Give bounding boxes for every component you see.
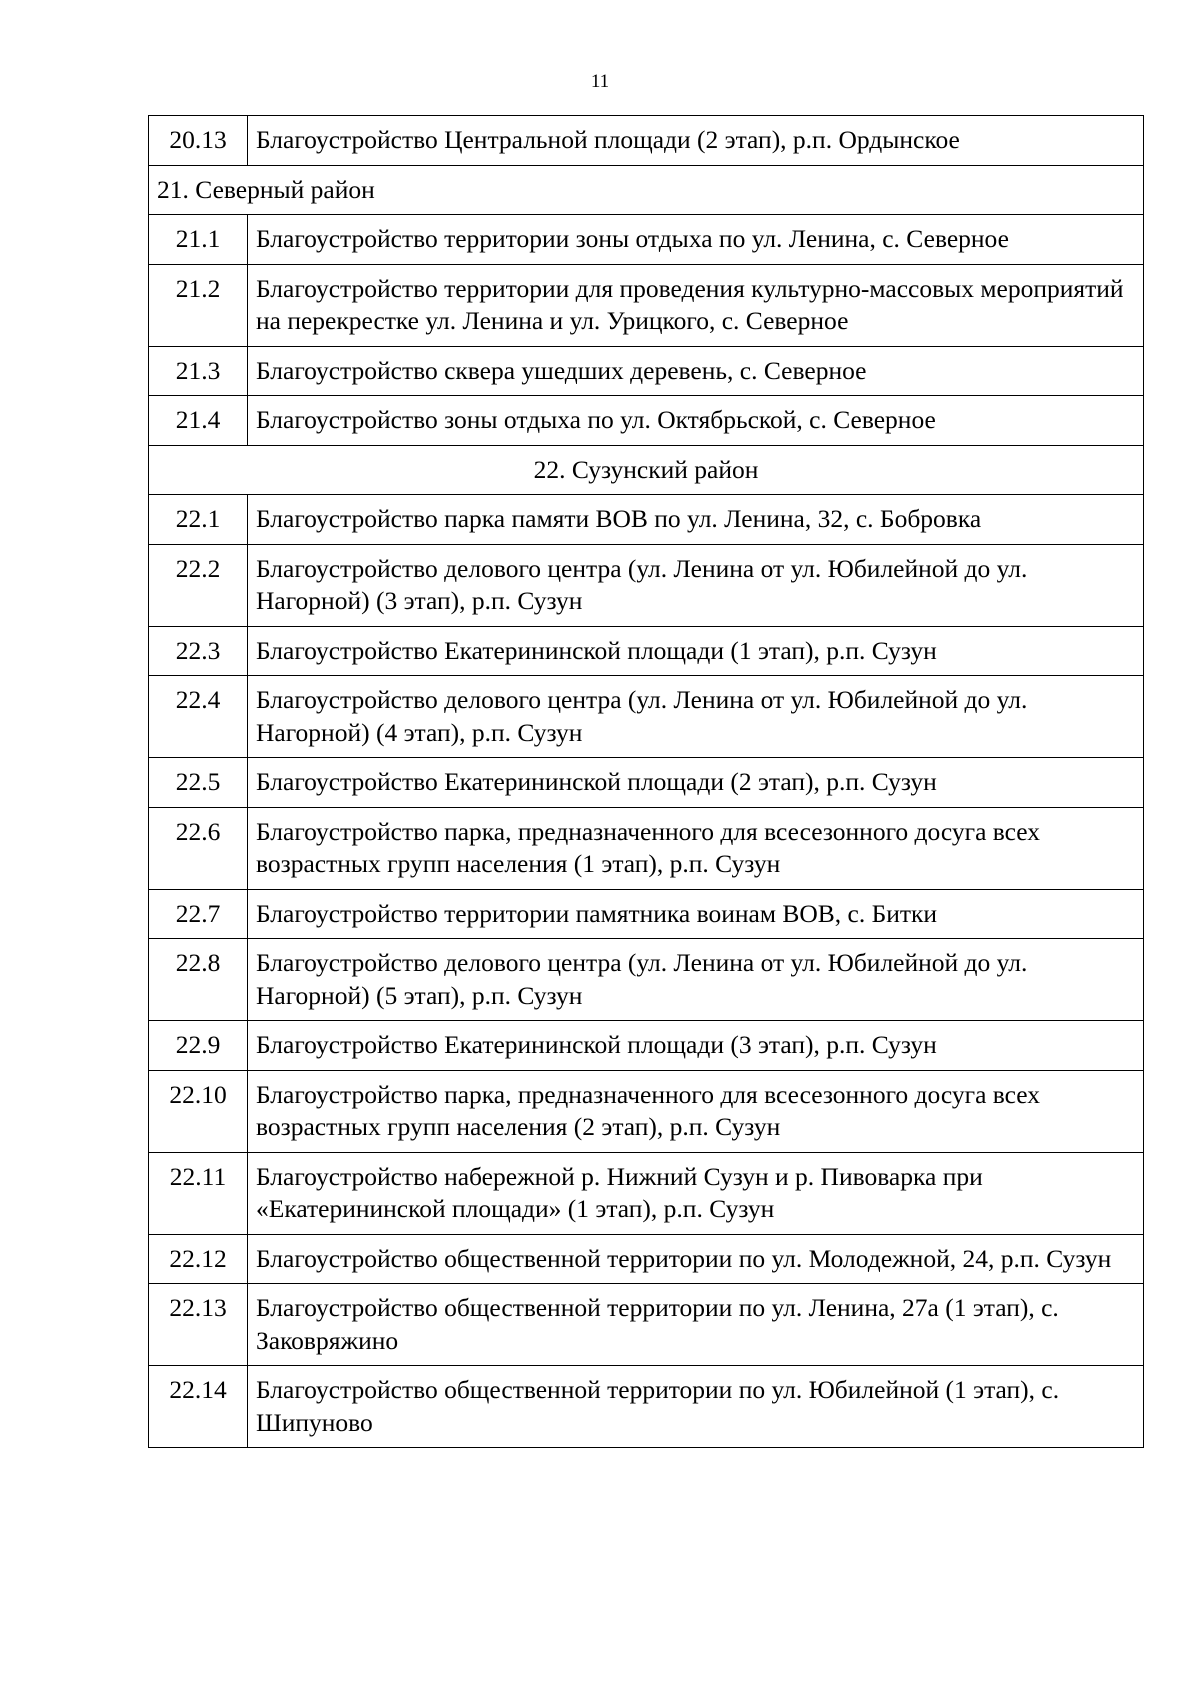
item-description: Благоустройство делового центра (ул. Ленина от ул. Юбилейной до ул. Нагорной) (3 этап), р.п. Сузун <box>248 544 1144 626</box>
item-number: 22.10 <box>149 1070 248 1152</box>
item-description: Благоустройство делового центра (ул. Ленина от ул. Юбилейной до ул. Нагорной) (4 этап), р.п. Сузун <box>248 676 1144 758</box>
item-number: 22.9 <box>149 1021 248 1071</box>
item-description: Благоустройство делового центра (ул. Ленина от ул. Юбилейной до ул. Нагорной) (5 этап), р.п. Сузун <box>248 939 1144 1021</box>
section-title: 22. Сузунский район <box>149 445 1144 495</box>
item-number: 22.8 <box>149 939 248 1021</box>
item-description: Благоустройство территории памятника воинам ВОВ, с. Битки <box>248 889 1144 939</box>
item-number: 22.14 <box>149 1366 248 1448</box>
table-row <box>149 544 1144 626</box>
item-number: 22.7 <box>149 889 248 939</box>
item-number: 22.13 <box>149 1284 248 1366</box>
item-description: Благоустройство парка памяти ВОВ по ул. Ленина, 32, с. Бобровка <box>248 495 1144 545</box>
item-description: Благоустройство парка, предназначенного для всесезонного досуга всех возрастных групп населения (1 этап), р.п. Сузун <box>248 807 1144 889</box>
table-row <box>149 215 1144 265</box>
page-number: 11 <box>590 71 610 92</box>
table-row <box>149 1070 1144 1152</box>
item-description: Благоустройство общественной территории по ул. Ленина, 27а (1 этап), с. Заковряжино <box>248 1284 1144 1366</box>
item-description: Благоустройство Центральной площади (2 этап), р.п. Ордынское <box>248 116 1144 166</box>
item-number: 21.1 <box>149 215 248 265</box>
item-number: 20.13 <box>149 116 248 166</box>
table-row <box>149 1234 1144 1284</box>
item-number: 22.11 <box>149 1152 248 1234</box>
table-row <box>149 1366 1144 1448</box>
item-number: 22.1 <box>149 495 248 545</box>
table-row <box>149 889 1144 939</box>
table-row <box>149 676 1144 758</box>
table-row <box>149 396 1144 446</box>
item-description: Благоустройство набережной р. Нижний Сузун и р. Пивоварка при «Екатерининской площади» (1 этап), р.п. Сузун <box>248 1152 1144 1234</box>
table-row <box>149 495 1144 545</box>
item-number: 22.12 <box>149 1234 248 1284</box>
item-description: Благоустройство общественной территории по ул. Юбилейной (1 этап), с. Шипуново <box>248 1366 1144 1448</box>
table-row <box>149 264 1144 346</box>
item-description: Благоустройство сквера ушедших деревень, с. Северное <box>248 346 1144 396</box>
item-number: 21.4 <box>149 396 248 446</box>
item-number: 22.4 <box>149 676 248 758</box>
item-number: 22.6 <box>149 807 248 889</box>
item-number: 21.2 <box>149 264 248 346</box>
section-header-row <box>149 165 1144 215</box>
item-description: Благоустройство Екатерининской площади (1 этап), р.п. Сузун <box>248 626 1144 676</box>
item-description: Благоустройство парка, предназначенного для всесезонного досуга всех возрастных групп населения (2 этап), р.п. Сузун <box>248 1070 1144 1152</box>
item-number: 22.3 <box>149 626 248 676</box>
projects-table <box>148 115 1144 1448</box>
item-description: Благоустройство Екатерининской площади (3 этап), р.п. Сузун <box>248 1021 1144 1071</box>
table-row <box>149 807 1144 889</box>
table-row <box>149 1284 1144 1366</box>
item-description: Благоустройство общественной территории по ул. Молодежной, 24, р.п. Сузун <box>248 1234 1144 1284</box>
table-row <box>149 626 1144 676</box>
item-number: 22.5 <box>149 758 248 808</box>
section-header-row <box>149 445 1144 495</box>
table-row <box>149 939 1144 1021</box>
table-row <box>149 116 1144 166</box>
table-row <box>149 1021 1144 1071</box>
section-title: 21. Северный район <box>149 165 1144 215</box>
item-description: Благоустройство Екатерининской площади (2 этап), р.п. Сузун <box>248 758 1144 808</box>
item-description: Благоустройство зоны отдыха по ул. Октябрьской, с. Северное <box>248 396 1144 446</box>
table-row <box>149 1152 1144 1234</box>
item-description: Благоустройство территории для проведения культурно-массовых мероприятий на перекрестке ул. Ленина и ул. Урицкого, с. Северное <box>248 264 1144 346</box>
table-row <box>149 346 1144 396</box>
item-number: 22.2 <box>149 544 248 626</box>
table-row <box>149 758 1144 808</box>
projects-table-body <box>149 116 1144 1448</box>
item-number: 21.3 <box>149 346 248 396</box>
item-description: Благоустройство территории зоны отдыха по ул. Ленина, с. Северное <box>248 215 1144 265</box>
